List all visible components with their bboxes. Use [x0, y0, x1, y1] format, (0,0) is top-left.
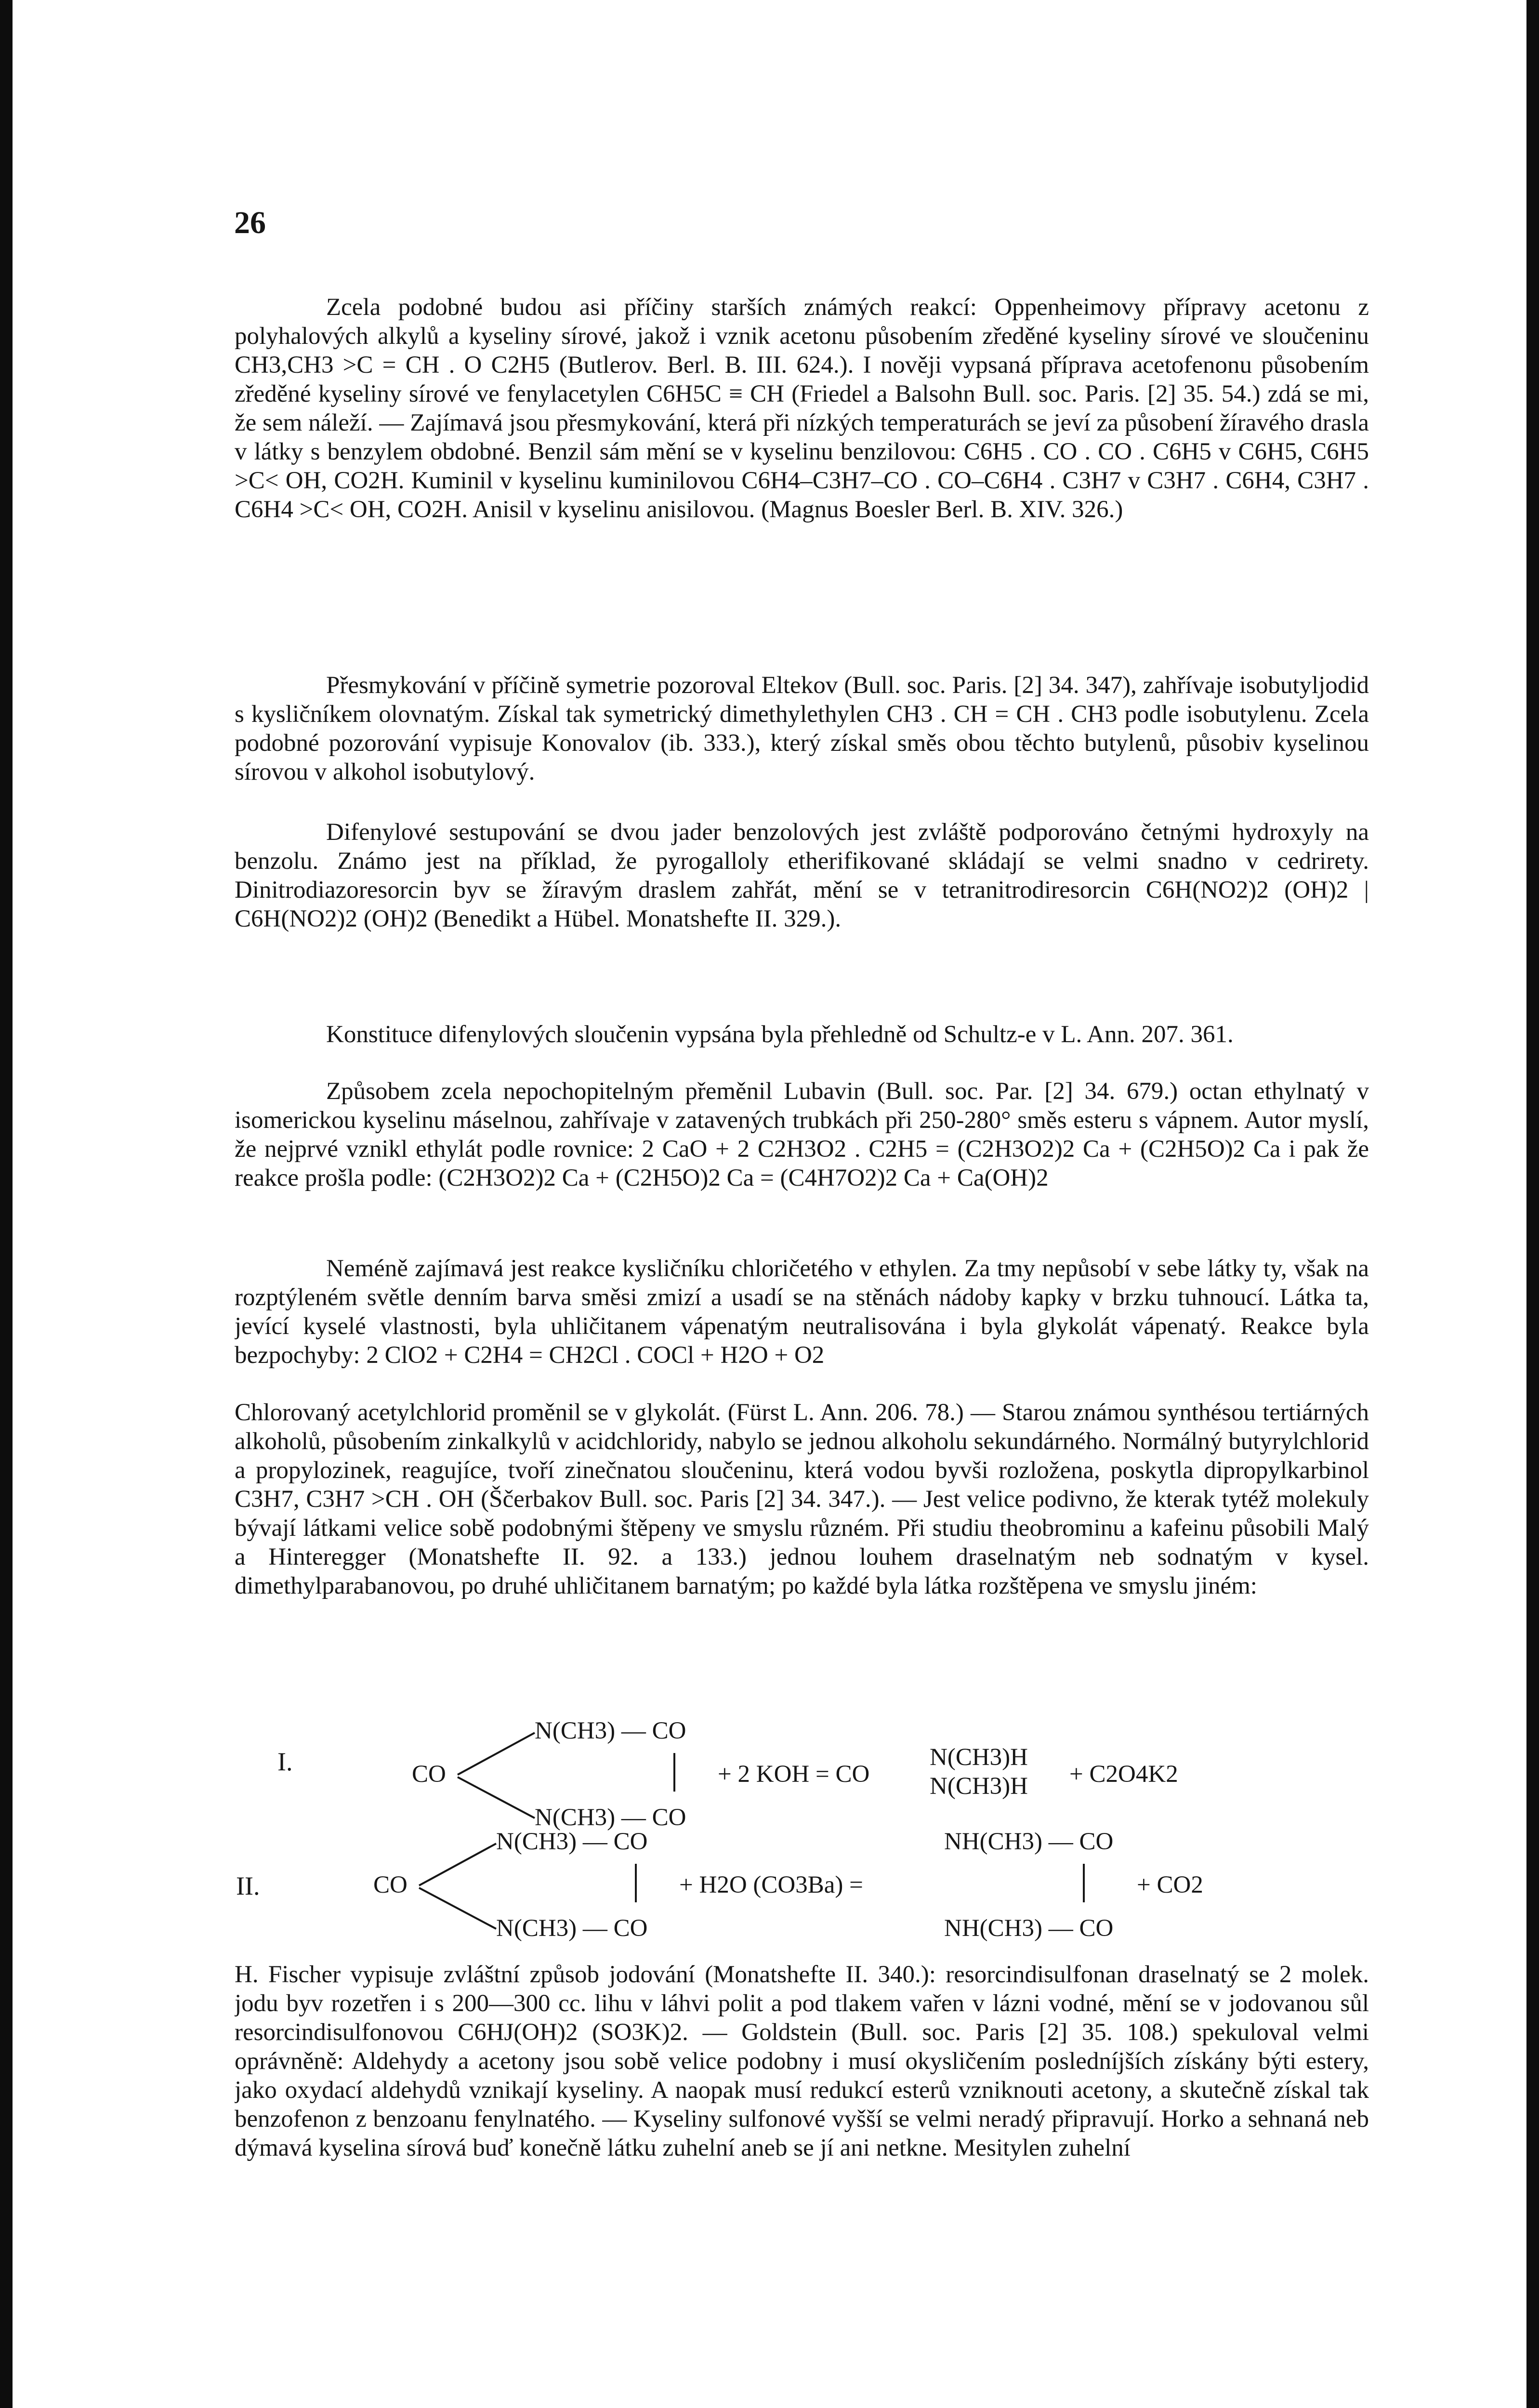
- paragraph-6: Neméně zajímavá jest reakce kysličníku chloričetého v ethylen. Za tmy nepůsobí v sebe látky ty, však na rozptýleném světle denním barva směsi zmizí a usadí se na stěnách nádoby kapky v brzku tuhnoucí. Látka ta, jevící kyselé vlastnosti, byla uhličitanem vápenatým neutralisována i byla glykolát vápenatý. Reakce byla bezpochyby: 2 ClO2 + C2H4 = CH2Cl . COCl + H2O + O2: [235, 1255, 1369, 1369]
- page-number: 26: [234, 205, 266, 240]
- scheme-1-product-lower: N(CH3)H: [930, 1773, 1028, 1800]
- paragraph-8: H. Fischer vypisuje zvláštní způsob jodování (Monatshefte II. 340.): resorcindisulfonan draselnatý se 2 molek. jodu byv rozetřen i s 200—300 cc. lihu v láhvi polit a pod tlakem vařen v lázni vodné, mění se v jodovanou sůl resorcindisulfonovou C6HJ(OH)2 (SO3K)2. — Goldstein (Bull. soc. Paris [2] 35. 108.) spekuloval velmi oprávněně: Aldehydy a acetony jsou sobě velice podobny i musí okysličením posledníjších získány býti estery, jako oxydací aldehydů vznikají kyseliny. A naopak musí redukcí esterů vzniknouti acetony, a skutečně získal tak benzofenon z benzoanu fenylnatého. — Kyseliny sulfonové vyšší se velmi neradý připravují. Horko a sehnaná neb dýmavá kyselina sírová buď konečně látku zuhelní aneb se jí ani netkne. Mesitylen zuhelní: [235, 1961, 1369, 2161]
- paragraph-2: Přesmykování v příčině symetrie pozoroval Eltekov (Bull. soc. Paris. [2] 34. 347), zahřívaje isobutyljodid s kysličníkem olovnatým. Získal tak symetrický dimethylethylen CH3 . CH = CH . CH3 podle isobutylenu. Zcela podobné pozorování vypisuje Konovalov (ib. 333.), který získal směs obou těchto butylenů, působiv kyselinou sírovou v alkohol isobutylový.: [235, 672, 1369, 785]
- paragraph-5: Způsobem zcela nepochopitelným přeměnil Lubavin (Bull. soc. Par. [2] 34. 679.) octan ethylnatý v isomerickou kyselinu máselnou, zahřívaje v zatavených trubkách při 250-280° směs esteru s vápnem. Autor myslí, že nejprvé vznikl ethylát podle rovnice: 2 CaO + 2 C2H3O2 . C2H5 = (C2H3O2)2 Ca + (C2H5O)2 Ca i pak že reakce prošla podle: (C2H3O2)2 Ca + (C2H5O)2 Ca = (C4H7O2)2 Ca + Ca(OH)2: [235, 1078, 1369, 1191]
- scheme-1-product-upper: N(CH3)H: [930, 1744, 1028, 1771]
- scheme-1-label: I.: [277, 1747, 293, 1776]
- scheme-2-co: CO: [373, 1871, 408, 1898]
- paragraph-1: Zcela podobné budou asi příčiny starších známých reakcí: Oppenheimovy přípravy acetonu z polyhalových alkylů a kyseliny sírové, jakož i vznik acetonu působením zředěné kyseliny sírové ve sloučeninu CH3,CH3 >C = CH . O C2H5 (Butlerov. Berl. B. III. 624.). I nověji vypsaná příprava acetofenonu působením zředěné kyseliny sírové ve fenylacetylen C6H5C ≡ CH (Friedel a Balsohn Bull. soc. Paris. [2] 35. 54.) zdá se mi, že sem náleží. — Zajímavá jsou přesmykování, která při nízkých temperaturách se jeví za působení žíravého drasla v látky s benzylem obdobné. Benzil sám mění se v kyselinu benzilovou: C6H5 . CO . CO . C6H5 v C6H5, C6H5 >C< OH, CO2H. Kuminil v kyselinu kuminilovou C6H4–C3H7–CO . CO–C6H4 . C3H7 v C3H7 . C6H4, C3H7 . C6H4 >C< OH, CO2H. Anisil v kyselinu anisilovou. (Magnus Boesler Berl. B. XIV. 326.): [235, 294, 1369, 523]
- paragraph-3: Difenylové sestupování se dvou jader benzolových jest zvláště podporováno četnými hydroxyly na benzolu. Známo jest na příklad, že pyrogalloly etherifikované skládají se velmi snadno v cedrirety. Dinitrodiazoresorcin byv se žíravým draslem zahřát, mění se v tetranitrodiresorcin C6H(NO2)2 (OH)2 | C6H(NO2)2 (OH)2 (Benedikt a Hübel. Monatshefte II. 329.).: [235, 819, 1369, 932]
- scheme-2-bond-upper: [419, 1844, 496, 1885]
- paragraph-4: Konstituce difenylových sloučenin vypsána byla přehledně od Schultz-e v L. Ann. 207. 361.: [326, 1021, 1234, 1048]
- scheme-2-upper: N(CH3) — CO: [496, 1828, 648, 1855]
- scheme-2-bond-lower: [419, 1888, 496, 1929]
- scheme-2-label: II.: [236, 1871, 260, 1900]
- scheme-1-tail: + C2O4K2: [1069, 1761, 1178, 1788]
- scheme-1-mid: + 2 KOH = CO: [718, 1761, 870, 1788]
- scheme-1-lower: N(CH3) — CO: [535, 1804, 686, 1831]
- paragraph-7: Chlorovaný acetylchlorid proměnil se v glykolát. (Fürst L. Ann. 206. 78.) — Starou známou synthésou tertiárných alkoholů, působením zinkalkylů v acidchloridy, nabylo se jednou alkoholu sekundárného. Normálný butyrylchlorid a propylozinek, reagujíce, tvoří zinečnatou sloučeninu, která vodou byvši rozložena, poskytla dipropylkarbinol C3H7, C3H7 >CH . OH (Ščerbakov Bull. soc. Paris [2] 34. 347.). — Jest velice podivno, že kterak tytéž molekuly bývají látkami velice sobě podobnými štěpeny ve smyslu různém. Při studiu theobrominu a kafeinu působili Malý a Hinteregger (Monatshefte II. 92. a 133.) jednou louhem draselnatým neb sodnatým v kysel. dimethylparabanovou, po druhé uhličitanem barnatým; po každé byla látka rozštěpena ve smyslu jiném:: [235, 1399, 1369, 1599]
- scheme-1-upper: N(CH3) — CO: [535, 1717, 686, 1744]
- scheme-1-bond-upper: [458, 1733, 535, 1775]
- scheme-2-product-lower: NH(CH3) — CO: [944, 1915, 1114, 1942]
- scheme-2-tail: + CO2: [1137, 1871, 1203, 1898]
- scheme-2-mid: + H2O (CO3Ba) =: [679, 1871, 863, 1898]
- scheme-1-co: CO: [412, 1761, 446, 1788]
- scheme-2-lower: N(CH3) — CO: [496, 1915, 648, 1942]
- scheme-2-product-upper: NH(CH3) — CO: [944, 1828, 1114, 1855]
- scheme-1-bond-lower: [458, 1777, 535, 1818]
